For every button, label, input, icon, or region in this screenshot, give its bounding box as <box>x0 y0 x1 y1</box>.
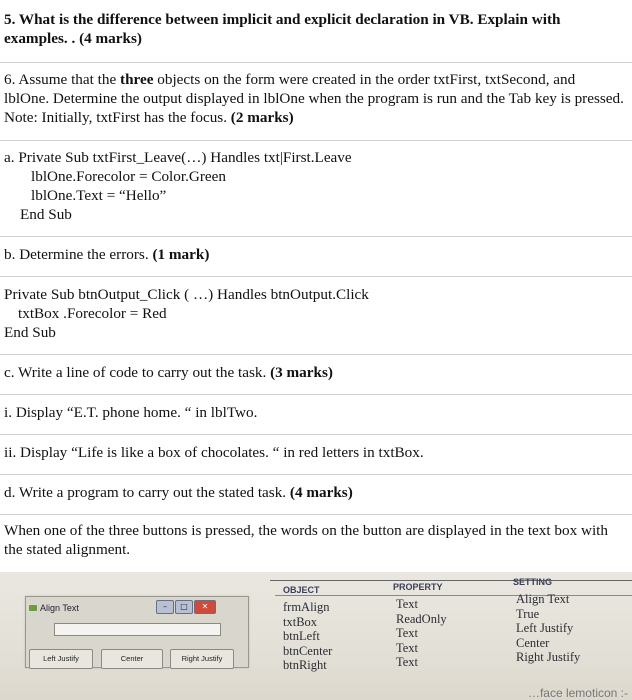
form-button-center: Center <box>101 649 163 669</box>
table-cell: ReadOnly <box>396 611 447 626</box>
table-header-property: PROPERTY <box>393 582 443 592</box>
table-cell: Text <box>396 640 419 655</box>
part-d-text: d. Write a program to carry out the stated task. <box>4 484 290 501</box>
part-a-line-2: lblOne.Forecolor = Color.Green <box>31 168 226 185</box>
question-5-text: 5. What is the difference between implicit and explicit declaration in VB. Explain with examples. . (4 marks) <box>4 11 561 47</box>
table-cell: True <box>516 606 540 621</box>
table-cell: Left Justify <box>516 621 574 635</box>
table-cell: Right Justify <box>516 650 581 664</box>
part-c <box>0 354 632 394</box>
part-a-line-4: End Sub <box>20 206 72 223</box>
part-ii-text: ii. Display “Life is like a box of chocolates. “ in red letters in txtBox. <box>4 444 424 461</box>
part-b <box>0 236 632 276</box>
part-i-text: i. Display “E.T. phone home. “ in lblTwo. <box>4 404 258 421</box>
settings-table <box>0 572 632 700</box>
part-c-marks: (3 marks) <box>270 364 333 381</box>
question-6-intro: 6. Assume that the <box>4 71 121 88</box>
table-cell: frmAlign <box>283 600 330 614</box>
part-d <box>0 474 632 514</box>
form-button-left-justify: Left Justify <box>29 649 93 669</box>
table-header-object: OBJECT <box>283 585 320 595</box>
table-cell: Text <box>396 655 419 669</box>
minimize-icon: – <box>156 600 174 614</box>
question-6-body: objects on the form were created in the order txtFirst, txtSecond, and lblOne. Determine the output displayed in lblOne when the program is run and the Tab key is pressed. Note: Initially, txtFirst has the focus. <box>4 71 624 126</box>
form-title: Align Text <box>40 603 79 613</box>
question-6-marks: (2 marks) <box>230 109 294 126</box>
part-d-marks: (4 marks) <box>289 484 353 501</box>
code-b-line-2: txtBox .Forecolor = Red <box>18 305 167 322</box>
table-column-object <box>283 600 332 673</box>
question-6-bold-word: three <box>120 71 154 88</box>
table-cell: btnCenter <box>283 643 333 658</box>
part-i <box>0 394 632 434</box>
form-button-right-justify: Right Justify <box>170 649 234 669</box>
table-column-property <box>396 597 447 670</box>
code-b-line-1: Private Sub btnOutput_Click ( …) Handles btnOutput.Click <box>4 286 369 303</box>
part-c-text: c. Write a line of code to carry out the task. <box>4 364 271 381</box>
table-cell: Text <box>396 597 419 611</box>
part-b-marks: (1 mark) <box>152 246 210 263</box>
code-b-line-3: End Sub <box>4 324 56 341</box>
table-cell: Align Text <box>516 592 570 606</box>
task-description <box>0 514 632 572</box>
table-column-setting <box>516 592 580 665</box>
table-cell: btnRight <box>283 658 327 672</box>
maximize-icon: □ <box>175 600 193 614</box>
close-icon: ✕ <box>194 600 216 614</box>
table-header-setting: SETTING <box>513 577 553 587</box>
part-a-line-1: a. Private Sub txtFirst_Leave(…) Handles txt|First.Leave <box>4 149 352 166</box>
watermark: …face lemoticon :- <box>527 686 628 700</box>
textbook-photo <box>0 572 632 700</box>
table-cell: txtBox <box>283 614 318 629</box>
part-a-line-3: lblOne.Text = “Hello” <box>31 187 167 204</box>
table-cell: btnLeft <box>283 629 320 643</box>
part-ii <box>0 434 632 474</box>
question-6 <box>0 62 632 140</box>
question-5 <box>0 6 632 62</box>
part-a <box>0 140 632 236</box>
part-b-text: b. Determine the errors. <box>4 246 153 263</box>
table-cell: Center <box>516 635 550 650</box>
task-text: When one of the three buttons is pressed, the words on the button are displayed in the text box with the stated alignment. <box>4 522 608 558</box>
table-cell: Text <box>396 626 419 640</box>
part-b-code <box>0 276 632 354</box>
